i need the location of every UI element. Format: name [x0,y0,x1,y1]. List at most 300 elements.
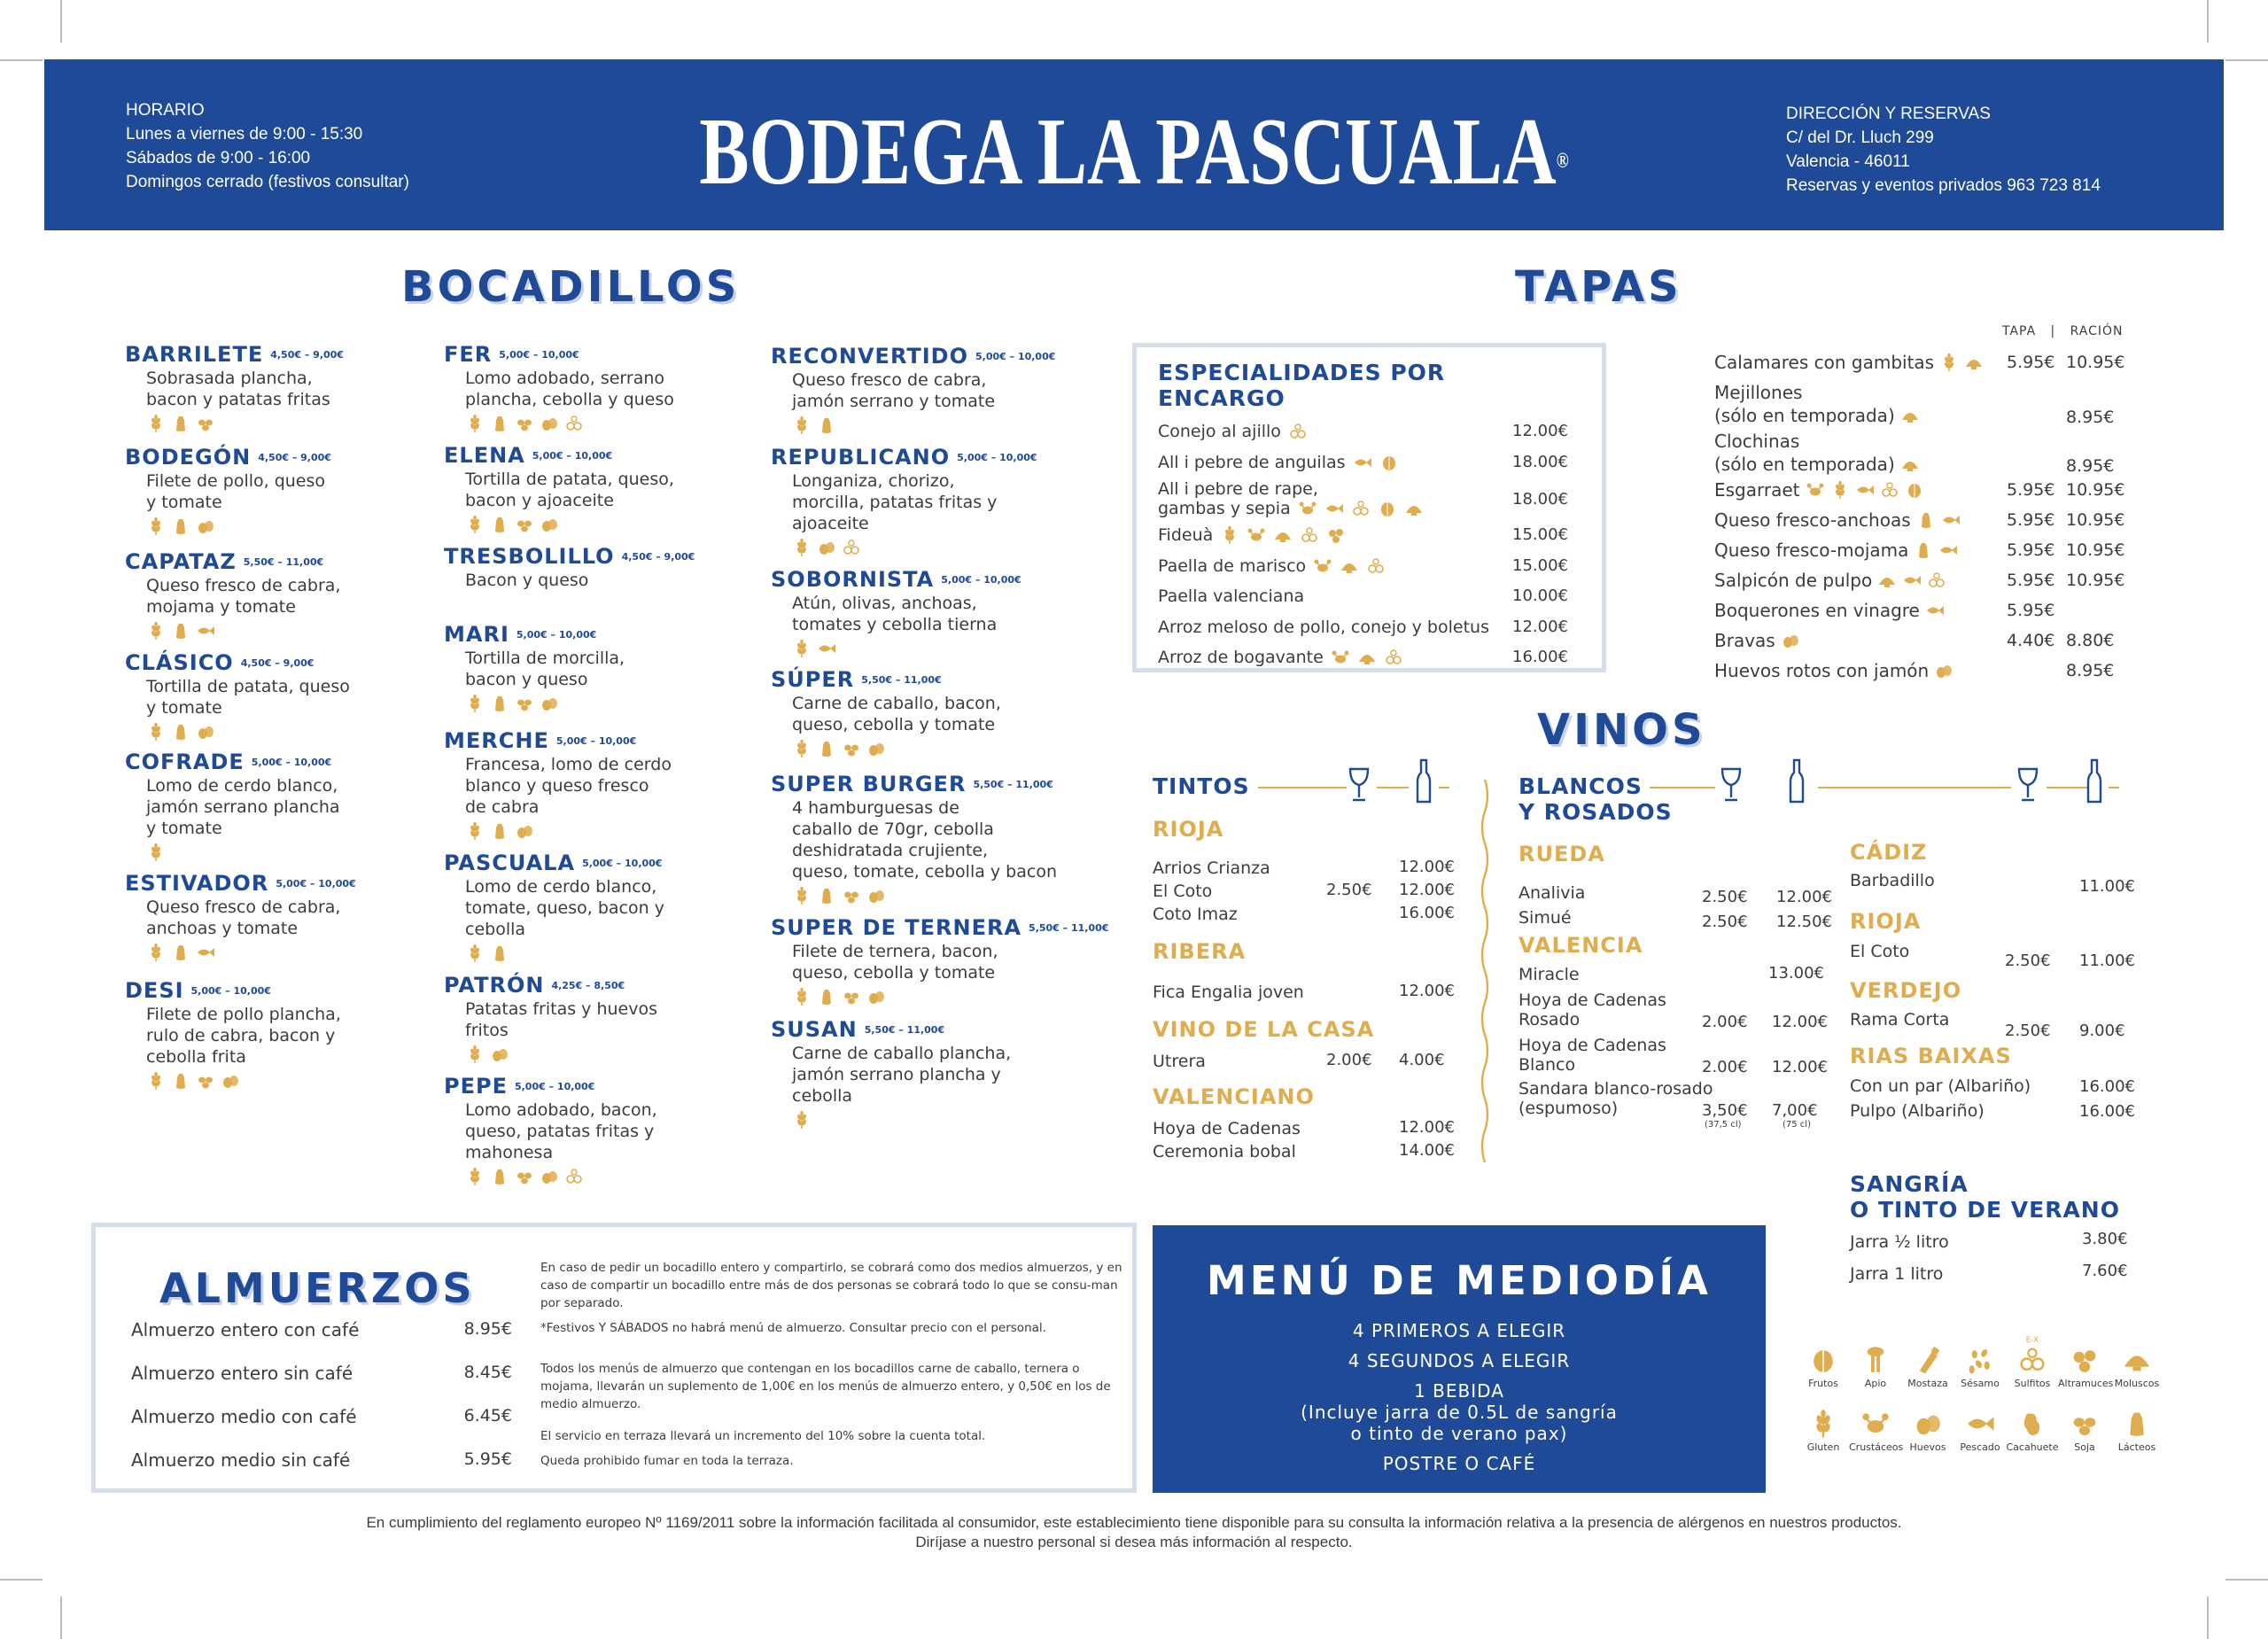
bocadillo-description: Sobrasada plancha, [146,369,313,388]
pescado-icon [1941,510,1961,530]
huevos-icon [866,987,886,1006]
allergen-legend-item [1797,1409,1850,1453]
wine-bottle-price: 9.00€ [2079,1021,2125,1040]
bocadillo-price: 4,25€ – 8,50€ [551,980,625,991]
allergen-label: Moluscos [2114,1378,2160,1389]
bocadillo-allergens [125,517,444,538]
bocadillo-item [444,443,763,536]
bocadillo-description: Filete de ternera, bacon, [792,942,998,961]
bocadillo-description: mojama y tomate [146,597,296,617]
tapa-name-line [1714,404,1920,427]
bocadillo-item [444,544,763,591]
bocadillo-name-line [125,445,444,470]
wine-bottle-price: 12.00€ [1399,1118,1455,1137]
bocadillo-item [444,728,763,843]
bocadillo-description: y tomate [146,698,222,718]
especialidad-row [1158,520,1581,551]
bocadillo-allergens [125,722,444,743]
bocadillo-name-line [125,650,444,676]
wine-name: Fica Engalia joven [1153,983,1304,1002]
bocadillo-price: 5,00€ – 10,00€ [276,878,356,889]
almuerzo-note: *Festivos Y SÁBADOS no habrá menú de almuerzo. Consultar precio con el personal. [540,1321,1046,1335]
decorative-line [1818,787,2011,788]
wine-bottle-price: 12.00€ [1399,858,1455,876]
bocadillo-name: RECONVERTIDO [771,344,968,369]
tapa-row [1714,430,2122,476]
racion-price: 10.95€ [2066,480,2125,500]
gluten-icon [465,1045,485,1064]
sulfitos-icon [1300,525,1319,545]
soja-icon [515,1167,534,1186]
menu-line-primeros: 4 PRIMEROS A ELEGIR [1352,1320,1566,1341]
bocadillo-description: Patatas fritas y huevos [465,999,658,1019]
address-block [1786,102,2101,198]
wine-bottle-price: 16.00€ [2079,1077,2135,1096]
gluten-icon [792,987,812,1006]
sangria-price: 3.80€ [2082,1230,2128,1248]
address-city: Valencia - 46011 [1786,152,1910,171]
bocadillo-allergens [125,621,444,642]
gluten-icon [465,821,485,841]
menu-line-bebida-note-2: o tinto de verano pax) [1350,1423,1568,1444]
bocadillo-name-line [125,750,444,775]
tapa-name [1714,381,1920,427]
bocadillo-description: Queso fresco de cabra, [146,897,341,917]
wine-name: El Coto [1153,882,1213,901]
bocadillo-name-line [444,973,763,998]
rosados-title: Y ROSADOS [1518,799,1673,825]
bocadillo-allergens [771,739,1090,760]
reservations-phone: Reservas y eventos privados 963 723 814 [1786,176,2101,195]
allergen-label: Sésamo [1961,1378,2000,1389]
bocadillo-name: ESTIVADOR [125,871,269,896]
allergen-legend-item [2058,1409,2111,1453]
wine-glass-icon [1719,767,1744,806]
racion-price: 8.80€ [2066,631,2115,650]
tapa-price: 5.95€ [2007,571,2055,590]
decorative-line [1650,787,1715,788]
crustaceos-icon [1331,648,1350,667]
almuerzo-price: 8.45€ [463,1363,512,1382]
wine-region: VALENCIANO [1153,1084,1315,1109]
bocadillo-name: MERCHE [444,728,549,753]
lacteos-icon [490,515,509,534]
almuerzo-row [131,1449,512,1471]
almuerzo-row [131,1319,512,1340]
crop-mark [0,1579,43,1581]
brand-name: BODEGA LA PASCUALA [699,99,1557,205]
gluten-icon [792,1110,812,1130]
blancos-title: BLANCOS [1518,773,1643,799]
decorative-line [2109,787,2119,788]
tapa-name: Salpicón de pulpo [1714,570,1873,591]
wine-glass-price: 2.50€ [1326,881,1372,899]
lacteos-icon [171,1071,190,1091]
menu-mediodia-box [1153,1225,1766,1493]
wine-region: VINO DE LA CASA [1153,1017,1375,1042]
racion-price: 10.95€ [2066,510,2125,530]
brand-title [284,99,1984,205]
wine-name: El Coto [1850,942,1910,961]
lacteos-icon [171,722,190,742]
wine-glass-price: 2.50€ [1702,913,1748,931]
almuerzo-name: Almuerzo medio sin café [131,1449,351,1471]
wine-bottle-price: 12.00€ [1772,1013,1828,1031]
tapa-name: Boquerones en vinagre [1714,600,1920,621]
bocadillo-description: anchoas y tomate [146,919,299,938]
bocadillo-name: PATRÓN [444,973,545,998]
tapa-name-line [1714,453,1920,476]
wine-size-note: (37,5 cl) [1705,1120,1742,1130]
allergen-legend-item [1901,1409,1954,1453]
bocadillo-price: 5,00€ – 10,00€ [532,450,613,462]
bocadillo-price: 5,00€ – 10,00€ [499,349,579,361]
especialidad-price: 12.00€ [1512,617,1568,636]
huevos-icon [490,1045,509,1064]
wine-glass-icon [1347,767,1371,806]
huevos-icon [866,886,886,905]
bocadillo-description: y tomate [146,819,222,838]
soja-icon [842,987,861,1006]
wine-bottle-price: 12.50€ [1776,913,1832,931]
bocadillo-allergens [125,414,444,435]
bocadillo-name: CLÁSICO [125,650,234,675]
tapa-header: TAPA [2002,324,2037,338]
huevos-icon [540,515,559,534]
sulfitos-icon [2017,1345,2047,1375]
wine-name: Simué [1518,908,1572,928]
wine-bottle-icon [1415,758,1433,808]
especialidad-name: Arroz de bogavante [1158,648,1324,667]
wine-name-line: Sandara blanco-rosado [1518,1079,1713,1099]
racion-price: 10.95€ [2066,571,2125,590]
tapa-row [1714,478,2125,501]
bocadillo-item [444,973,763,1066]
especialidad-name: All i pebre de anguilas [1158,452,1346,472]
almuerzo-row [131,1363,512,1384]
bocadillo-name-line [771,772,1090,797]
bocadillo-item [125,750,444,864]
allergen-legend-item [1953,1345,2007,1389]
wine-region: VERDEJO [1850,978,1962,1003]
registered-mark: ® [1556,150,1569,173]
lacteos-icon [171,943,190,962]
bocadillo-price: 5,50€ – 11,00€ [243,556,324,568]
menu-line-postre: POSTRE O CAFÉ [1382,1453,1536,1474]
soja-icon [196,1071,215,1091]
gluten-icon [146,414,166,433]
allergen-legend-item [2110,1345,2163,1389]
especialidad-price: 16.00€ [1512,648,1568,666]
wine-name: Utrera [1153,1052,1206,1071]
wine-glass-price: 3,50€ [1702,1101,1748,1120]
bocadillo-description: mahonesa [465,1143,554,1162]
lacteos-icon [490,1167,509,1186]
crustaceos-icon [1806,480,1825,500]
sangria-title: SANGRÍA [1850,1171,1969,1197]
bocadillo-description: queso, patatas fritas y [465,1122,655,1141]
bocadillo-allergens [444,1167,763,1188]
menu-mediodia-title: MENÚ DE MEDIODÍA [1207,1257,1712,1304]
bocadillo-name: TRESBOLILLO [444,544,615,569]
bocadillo-allergens [771,538,1090,559]
almuerzos-box [91,1223,1137,1493]
moluscos-icon [1357,648,1377,667]
huevos-icon [540,414,559,433]
lacteos-icon [2122,1409,2152,1439]
bocadillo-allergens [444,821,763,843]
altramuces-icon [2070,1345,2100,1375]
bocadillo-item [771,567,1090,660]
huevos-icon [817,538,836,557]
sulfitos-icon [842,538,861,557]
bocadillo-price: 5,00€ – 10,00€ [941,574,1021,586]
bocadillo-description: Bacon y queso [465,571,589,590]
especialidad-name: Paella valenciana [1158,586,1305,606]
moluscos-icon [1877,571,1897,590]
altramuces-icon [1326,525,1346,545]
soja-icon [2070,1409,2100,1439]
allergen-legend-item [2006,1409,2059,1453]
wine-bottle-icon [1788,758,1806,808]
bocadillo-name: DESI [125,978,184,1003]
wine-bottle-price: 13.00€ [1768,964,1824,983]
bocadillo-name-line [771,567,1090,593]
allergen-mark: E-X [2025,1336,2039,1345]
bocadillo-description: Lomo de cerdo blanco, [465,877,657,897]
bocadillo-description: fritos [465,1021,509,1040]
bocadillo-name-line [444,1074,763,1099]
wine-bottle-price: 7,00€ [1772,1101,1818,1120]
especialidad-row [1158,581,1581,612]
bocadillo-name: SOBORNISTA [771,567,935,592]
huevos-icon [1913,1409,1943,1439]
allergen-label: Frutos [1808,1378,1838,1389]
almuerzo-row [131,1406,512,1427]
frutos-icon [1808,1345,1838,1375]
decorative-line [1258,787,1347,788]
wine-glass-price: 2.00€ [1326,1051,1372,1069]
bocadillo-price: 4,50€ – 9,00€ [258,452,331,463]
sulfitos-icon [1713,726,1733,746]
tapa-row [1714,381,2122,427]
gluten-icon [792,639,812,658]
especialidad-name-line [1158,499,1424,518]
moluscos-icon [1900,406,1920,425]
tapa-price: 5.95€ [2007,353,2055,372]
wine-bottle-price: 16.00€ [1399,904,1455,922]
bocadillo-name: FER [444,342,493,367]
lacteos-icon [490,944,509,963]
bocadillo-description: bacon y patatas fritas [146,390,330,409]
tapa-price: 4.40€ [2007,631,2055,650]
bocadillo-name: REPUBLICANO [771,445,951,470]
bocadillo-description: Queso fresco de cabra, [146,576,341,595]
almuerzo-note: Todos los menús de almuerzo que contengan en los bocadillos carne de caballo, ternera o mojama, llevarán un suplemento de 1,00€ en los menús de almuerzo entero, y 0,50€ en los de medio almuerzo. [540,1362,1111,1411]
wine-name: Con un par (Albariño) [1850,1076,2031,1096]
bocadillo-description: 4 hamburguesas de [792,798,959,818]
tapa-row [1714,569,2125,592]
allergen-label: Gluten [1806,1441,1840,1453]
mostaza-icon [1913,1345,1943,1375]
soja-icon [515,515,534,534]
bocadillo-name: SUPER DE TERNERA [771,915,1022,940]
lacteos-icon [171,517,190,536]
wine-bottle-price: 11.00€ [2079,952,2135,970]
moluscos-icon [1273,525,1293,545]
especialidad-price: 15.00€ [1512,525,1568,544]
sulfitos-icon [1384,648,1403,667]
bocadillo-description: cebolla [465,920,526,939]
wine-bottle-price: 12.00€ [1772,1058,1828,1076]
bocadillo-description: Queso fresco de cabra, [792,370,987,390]
allergen-legend-item [1953,1409,2007,1453]
allergen-label: Pescado [1960,1441,2000,1453]
tapa-name: Bravas [1714,630,1775,651]
bocadillo-price: 5,00€ – 10,00€ [957,452,1037,463]
allergen-legend-item [2110,1409,2163,1453]
bocadillo-item [125,978,444,1092]
bocadillo-name: MARI [444,622,509,647]
bocadillo-description: Tortilla de patata, queso [146,677,350,696]
bocadillo-description: cebolla frita [146,1047,246,1067]
bocadillo-name: SUSAN [771,1017,858,1042]
especialidad-price: 18.00€ [1512,452,1568,471]
sulfitos-icon [1880,480,1899,500]
wine-glass-price: 2.00€ [1702,1058,1748,1076]
pescado-icon [1965,1409,1995,1439]
bocadillo-description: jamón serrano y tomate [792,392,996,411]
frutos-icon [1905,480,1924,500]
menu-line-bebida: 1 BEBIDA [1414,1380,1504,1402]
lacteos-icon [1916,510,1936,530]
allergen-label: Mostaza [1907,1378,1948,1389]
pescado-icon [1938,540,1958,560]
bocadillo-price: 4,50€ – 9,00€ [621,551,695,563]
pescado-icon [1324,499,1344,518]
huevos-icon [866,739,886,758]
wine-glass-price: 2.50€ [2005,1021,2051,1040]
tapa-price: 5.95€ [2007,510,2055,530]
lacteos-icon [1914,540,1933,560]
especialidad-row [1158,642,1581,673]
bocadillo-item [771,667,1090,760]
gluten-icon [146,517,166,536]
bocadillo-name: ELENA [444,443,525,468]
racion-price: 10.95€ [2066,353,2125,372]
almuerzo-price: 6.45€ [463,1406,512,1425]
especialidad-row [1158,612,1581,643]
bocadillo-name-line [771,667,1090,693]
bocadillo-price: 5,50€ – 11,00€ [861,674,942,686]
allergen-label: Sulfitos [2014,1378,2051,1389]
wine-name: Barbadillo [1850,871,1935,890]
bocadillos-title: BOCADILLOS [401,262,741,312]
bocadillo-price: 5,00€ – 10,00€ [975,351,1056,362]
crop-mark [2207,0,2209,43]
bocadillo-description: morcilla, patatas fritas y [792,493,998,512]
gluten-icon [146,722,166,742]
bocadillo-name: SÚPER [771,667,855,692]
bocadillo-price: 5,50€ – 11,00€ [1029,922,1109,934]
tapas-title: TAPAS [1515,262,1682,312]
lacteos-icon [171,621,190,641]
pescado-icon [817,639,836,658]
tapa-row [1714,599,2122,622]
crustaceos-icon [1860,1409,1891,1439]
wine-region: CÁDIZ [1850,840,1928,865]
huevos-icon [1781,631,1800,650]
bocadillo-name: SUPER BURGER [771,772,967,796]
bocadillo-name-line [444,342,763,368]
racion-price: 8.95€ [2066,456,2115,476]
decorative-line [1377,787,1409,788]
lacteos-icon [817,886,836,905]
bocadillo-price: 4,50€ – 9,00€ [240,657,315,669]
allergen-label: Huevos [1909,1441,1946,1453]
tapa-name: Queso fresco-anchoas [1714,509,1911,531]
especialidad-name: Arroz meloso de pollo, conejo y boletus [1158,617,1489,637]
huevos-icon [196,517,215,536]
wine-region: VALENCIA [1518,933,1643,958]
lacteos-icon [817,987,836,1006]
bocadillo-price: 5,50€ – 11,00€ [864,1024,945,1036]
bocadillo-item [125,650,444,743]
sulfitos-icon [1927,571,1946,590]
almuerzo-name: Almuerzo entero sin café [131,1363,353,1384]
bocadillo-description: Lomo adobado, serrano [465,369,665,388]
bocadillo-name-line [771,915,1109,941]
gluten-icon [792,886,812,905]
especialidad-row [1158,447,1581,478]
wine-bottle-price: 11.00€ [2079,877,2135,896]
bocadillo-description: jamón serrano plancha [146,797,340,817]
crustaceos-icon [1298,499,1317,518]
wine-region: RIOJA [1153,817,1224,842]
bocadillo-name-line [125,871,444,897]
bocadillo-allergens [444,515,763,536]
gluten-icon [146,1071,166,1091]
bocadillo-description: Filete de pollo plancha, [146,1005,341,1024]
decorative-line [2047,787,2087,788]
allergen-label: Soja [2074,1441,2095,1453]
bocadillo-item [125,549,444,642]
especialidad-row [1158,416,1581,447]
gluten-icon [1830,480,1850,500]
wine-name: Coto Imaz [1153,905,1238,924]
bocadillo-allergens [771,886,1090,907]
bocadillo-name-line [771,445,1090,470]
wavy-divider [1480,780,1492,1166]
wine-name: Hoya de Cadenas [1153,1119,1301,1138]
tapa-name: Queso fresco-mojama [1714,540,1909,561]
bocadillo-description: y tomate [146,493,222,512]
bocadillo-allergens [125,843,444,864]
bocadillo-name: PASCUALA [444,851,576,875]
huevos-icon [1934,661,1953,680]
bocadillo-price: 5,00€ – 10,00€ [555,735,637,747]
wine-region: RIBERA [1153,939,1247,964]
bocadillo-item [125,445,444,538]
especialidad-price: 15.00€ [1512,555,1568,575]
bocadillo-item [444,1074,763,1188]
hours-sunday: Domingos cerrado (festivos consultar) [126,173,409,191]
bocadillo-description: plancha, cebolla y queso [465,390,674,409]
especialidades-list [1158,416,1581,673]
bocadillo-price: 5,50€ – 11,00€ [973,779,1053,790]
racion-price: 8.95€ [2066,661,2115,680]
bocadillo-allergens [444,414,763,435]
